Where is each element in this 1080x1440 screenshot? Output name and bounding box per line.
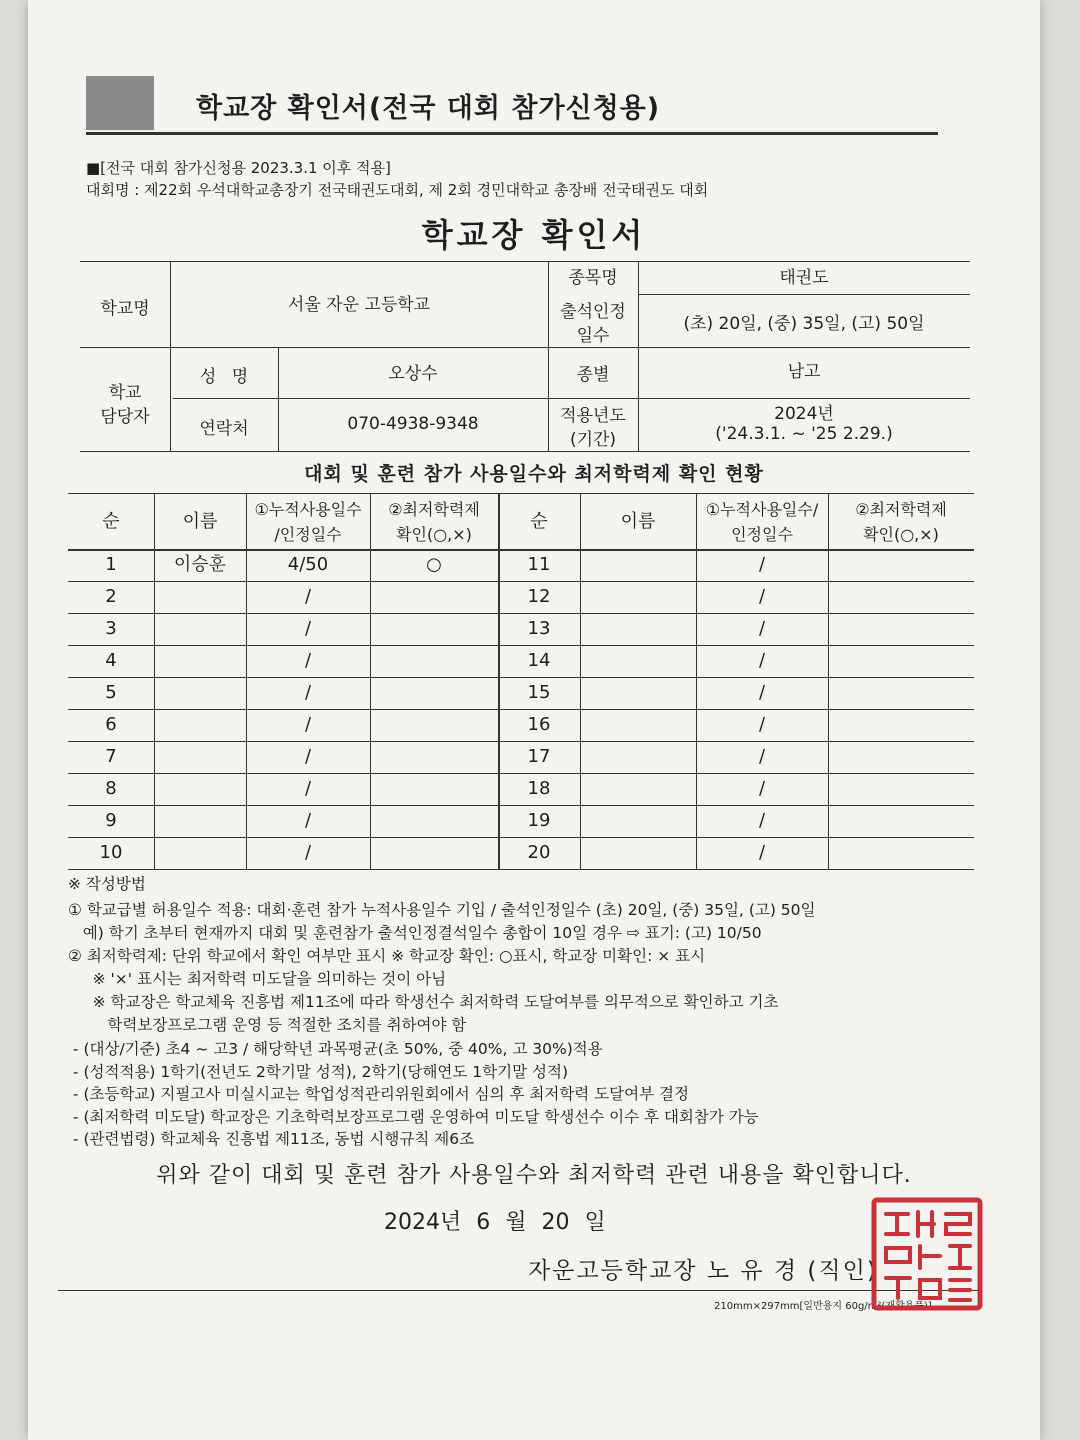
footer-rule (58, 1290, 978, 1291)
instruction-line: ※ '×' 표시는 최저학력 미도달을 의미하는 것이 아님 (68, 970, 447, 988)
header-days-right-2: 인정일수 (731, 525, 793, 544)
signature-date: 2024년 6 월 20 일 (384, 1210, 606, 1235)
row-number: 10 (99, 842, 123, 863)
row-separator (68, 645, 974, 646)
days-used: / (758, 650, 766, 671)
days-used: / (758, 554, 766, 575)
row-number: 19 (527, 810, 551, 831)
days-used: / (304, 618, 312, 639)
row-separator (68, 613, 974, 614)
days-used: / (304, 810, 312, 831)
name-value: 오상수 (388, 364, 438, 384)
instruction-line: - (대상/기준) 초4 ~ 고3 / 해당학년 과목평균(초 50%, 중 40%, 고 30%)적용 (68, 1040, 603, 1058)
contact-value: 070-4938-9348 (347, 414, 479, 434)
days-used: / (758, 746, 766, 767)
days-used: / (758, 714, 766, 735)
instruction-line: 학력보장프로그램 운영 등 적절한 조치를 취하여야 함 (68, 1016, 467, 1034)
header-check-left-1: ②최저학력제 (388, 500, 480, 519)
days-used: / (304, 714, 312, 735)
header-name-right: 이름 (620, 511, 656, 532)
instructions-heading: ※ 작성방법 (68, 875, 146, 893)
row-number: 6 (105, 714, 117, 735)
student-name: 이승훈 (173, 554, 227, 575)
header-check-right-1: ②최저학력제 (855, 500, 947, 519)
row-number: 3 (105, 618, 117, 639)
name-label: 성 명 (199, 367, 249, 387)
row-separator (68, 837, 974, 838)
header-check-right-2: 확인(○,×) (863, 525, 939, 544)
event-label: 종목명 (568, 268, 618, 288)
attendance-value: (초) 20일, (중) 35일, (고) 50일 (683, 314, 925, 334)
attendance-label-2: 일수 (576, 326, 610, 346)
instruction-line: - (성적적용) 1학기(전년도 2학기말 성적), 2학기(당해연도 1학기말 성적) (68, 1063, 568, 1081)
days-used: / (758, 586, 766, 607)
event-value: 태권도 (779, 268, 829, 288)
manager-label-1: 학교 (108, 383, 142, 403)
row-number: 15 (527, 682, 551, 703)
row-number: 11 (527, 554, 551, 575)
row-number: 9 (105, 810, 117, 831)
document-page (28, 0, 1040, 1440)
row-separator (68, 805, 974, 806)
instruction-line: ① 학교급별 허용일수 적용: 대회·훈련 참가 누적사용일수 기입 / 출석인정일수 (초) 20일, (중) 35일, (고) 50일 (68, 901, 816, 919)
header-gray-block (86, 76, 154, 130)
attendance-label-1: 출석인정 (560, 302, 626, 322)
header-name-left: 이름 (182, 511, 218, 532)
header-bar (86, 76, 938, 135)
row-separator (68, 773, 974, 774)
days-used: / (304, 682, 312, 703)
school-label: 학교명 (100, 299, 150, 319)
header-days-left-1: ①누적사용일수 (254, 500, 362, 519)
row-number: 16 (527, 714, 551, 735)
row-number: 12 (527, 586, 551, 607)
days-used: 4/50 (287, 554, 329, 575)
row-number: 2 (105, 586, 117, 607)
year-value-2: ('24.3.1. ~ '25 2.29.) (715, 424, 893, 444)
row-number: 8 (105, 778, 117, 799)
header-title: 학교장 확인서(전국 대회 참가신청용) (196, 93, 661, 124)
header-days-left-2: /인정일수 (274, 525, 342, 544)
row-number: 18 (527, 778, 551, 799)
header-no-left: 순 (102, 511, 120, 532)
instruction-line: ※ 학교장은 학교체육 진흥법 제11조에 따라 학생선수 최저학력 도달여부를 의무적으로 확인하고 기초 (68, 993, 779, 1011)
official-seal-stamp (870, 1196, 984, 1312)
days-used: / (758, 778, 766, 799)
days-used: / (304, 842, 312, 863)
year-label-2: (기간) (569, 430, 617, 450)
header-days-right-1: ①누적사용일수/ (705, 500, 819, 519)
row-number: 14 (527, 650, 551, 671)
row-separator (68, 581, 974, 582)
instruction-line: - (최저학력 미도달) 학교장은 기초학력보장프로그램 운영하여 미도달 학생선수 이수 후 대회참가 가능 (68, 1108, 759, 1126)
days-used: / (758, 810, 766, 831)
instruction-line: - (관련법령) 학교체육 진흥법 제11조, 동법 시행규칙 제6조 (68, 1130, 475, 1148)
type-label: 종별 (576, 365, 610, 385)
header-check-left-2: 확인(○,×) (396, 525, 472, 544)
row-separator (68, 741, 974, 742)
year-value-1: 2024년 (774, 404, 834, 424)
days-used: / (758, 618, 766, 639)
row-number: 13 (527, 618, 551, 639)
academic-check: ○ (426, 554, 442, 575)
header-no-right: 순 (530, 511, 548, 532)
row-number: 7 (105, 746, 117, 767)
row-separator (68, 709, 974, 710)
days-used: / (304, 778, 312, 799)
type-value: 남고 (787, 362, 821, 382)
instruction-line: ② 최저학력제: 단위 학교에서 확인 여부만 표시 ※ 학교장 확인: ○표시, 학교장 미확인: × 표시 (68, 947, 706, 965)
days-used: / (758, 842, 766, 863)
row-number: 4 (105, 650, 117, 671)
signer-name: 자운고등학교장 노 유 경 (직인) (528, 1258, 878, 1284)
paper-spec-footnote: 210mm×297mm[일반용지 60g/m²(재활용품)] (714, 1301, 932, 1312)
instruction-line: 예) 학기 초부터 현재까지 대회 및 훈련참가 출석인정결석일수 총합이 10일 경우 ⇨ 표기: (고) 10/50 (68, 924, 762, 942)
row-separator (68, 677, 974, 678)
declaration: 위와 같이 대회 및 훈련 참가 사용일수와 최저학력 관련 내용을 확인합니다. (156, 1163, 912, 1188)
days-used: / (304, 746, 312, 767)
row-number: 1 (105, 554, 117, 575)
contact-label: 연락처 (199, 419, 249, 439)
manager-label-2: 담당자 (100, 407, 150, 427)
year-label-1: 적용년도 (560, 406, 626, 426)
document-title: 학교장 확인서 (421, 216, 647, 254)
days-used: / (304, 586, 312, 607)
school-value: 서울 자운 고등학교 (287, 295, 431, 315)
row-number: 20 (527, 842, 551, 863)
status-title: 대회 및 훈련 참가 사용일수와 최저학력제 확인 현황 (304, 463, 764, 485)
row-number: 5 (105, 682, 117, 703)
days-used: / (758, 682, 766, 703)
table-bottom-rule (68, 869, 974, 870)
row-number: 17 (527, 746, 551, 767)
applicability-note: ■[전국 대회 참가신청용 2023.3.1 이후 적용] (86, 159, 391, 177)
days-used: / (304, 650, 312, 671)
competition-name: 대회명 : 제22회 우석대학교총장기 전국태권도대회, 제 2회 경민대학교 총장배 전국태권도 대회 (86, 181, 709, 199)
instruction-line: - (초등학교) 지필고사 미실시교는 학업성적관리위원회에서 심의 후 최저학력 도달여부 결정 (68, 1085, 689, 1103)
